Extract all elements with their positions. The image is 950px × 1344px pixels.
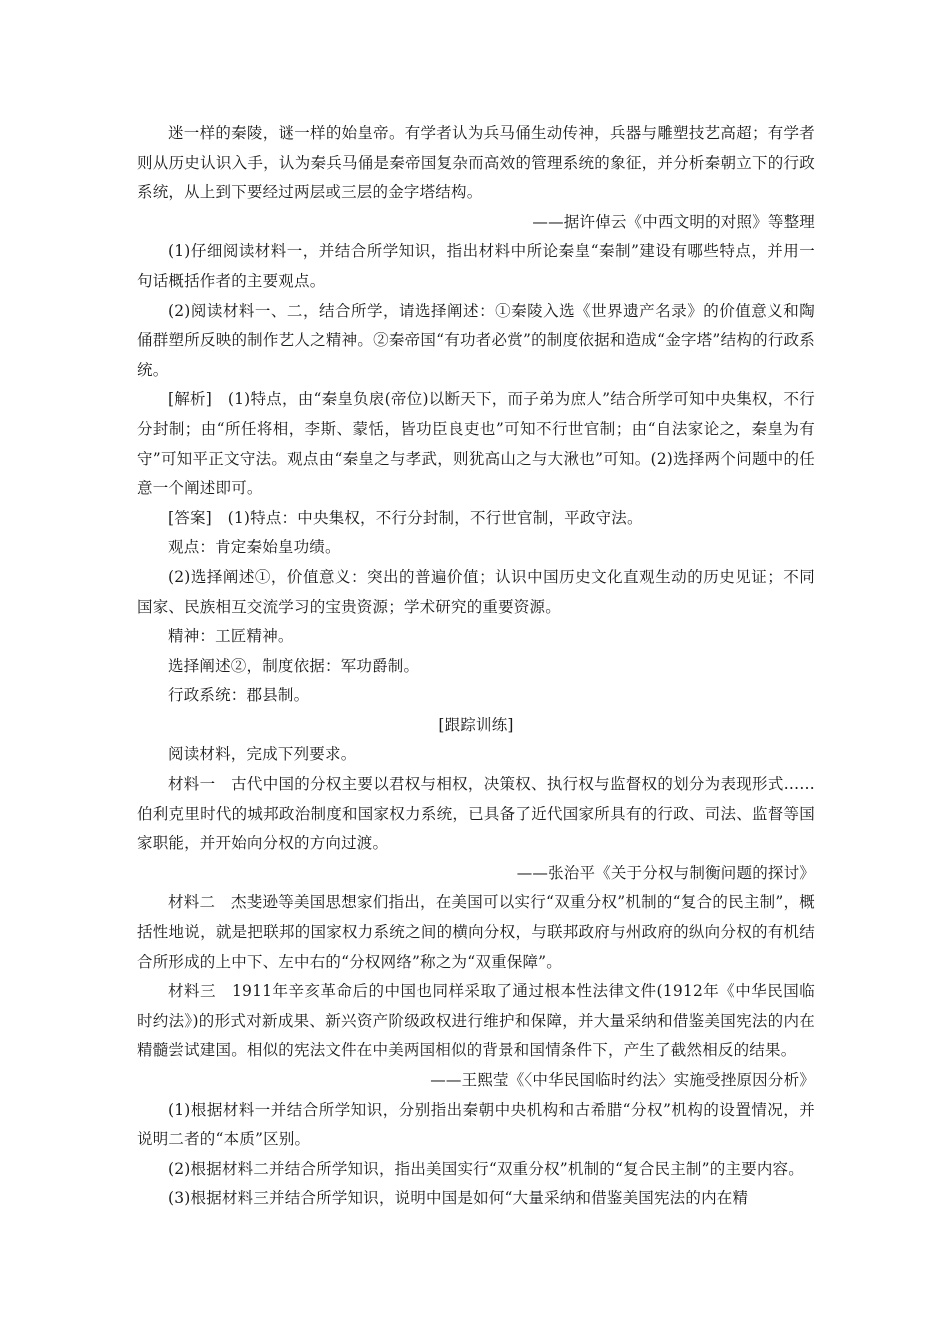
material-two: 材料二 杰斐逊等美国思想家们指出，在美国可以实行“双重分权”机制的“复合的民主制”，概括性地说，就是把联邦的国家权力系统之间的横向分权，与联邦政府与州政府的纵向分权的有机结合所形成的上中下、左中右的“分权网络”称之为“双重保障”。 (137, 893, 815, 971)
question-2: (2)阅读材料一、二，结合所学，请选择阐述：①秦陵入选《世界遗产名录》的价值意义和陶俑群塑所反映的制作艺人之精神。②秦帝国“有功者必赏”的制度依据和造成“金字塔”结构的行政系统。 (137, 301, 815, 379)
material-three: 材料三 1911年辛亥革命后的中国也同样采取了通过根本性法律文件(1912年《中华民国临时约法》)的形式对新成果、新兴资产阶级政权进行维护和保障，并大量采纳和借鉴美国宪法的内在精髓尝试建国。相似的宪法文件在中美两国相似的背景和国情条件下，产生了截然相反的结果。 (137, 982, 815, 1060)
answer-paragraph: [答案] (1)特点：中央集权，不行分封制，不行世官制，平政守法。 (168, 508, 643, 527)
answer-spirit: 精神：工匠精神。 (168, 627, 294, 646)
analysis-paragraph: [解析] (1)特点，由“秦皇负扆(帝位)以断天下，而子弟为庶人”结合所学可知中央集权，不行分封制；由“所任将相，李斯、蒙恬，皆功臣良吏也”可知不行世官制；由“自法家论之，秦皇为有守”可知平正文守法。观点由“秦皇之与孝武，则犹高山之与大湫也”可知。(2)选择两个问题中的任意一个阐述即可。 (137, 390, 815, 498)
training-question-3: (3)根据材料三并结合所学知识，说明中国是如何“大量采纳和借鉴美国宪法的内在精 (168, 1189, 749, 1208)
training-question-2: (2)根据材料二并结合所学知识，指出美国实行“双重分权”机制的“复合民主制”的主要内容。 (168, 1159, 804, 1178)
document-body (137, 119, 815, 1214)
answer-option-2: 选择阐述②，制度依据：军功爵制。 (168, 656, 420, 675)
section-heading: [跟踪训练] (438, 715, 514, 734)
answer-viewpoint: 观点：肯定秦始皇功绩。 (168, 538, 341, 557)
question-1: (1)仔细阅读材料一，并结合所学知识，指出材料中所论秦皇“秦制”建设有哪些特点，并用一句话概括作者的主要观点。 (137, 242, 815, 290)
material-one: 材料一 古代中国的分权主要以君权与相权，决策权、执行权与监督权的划分为表现形式……伯利克里时代的城邦政治制度和国家权力系统，已具备了近代国家所具有的行政、司法、监督等国家职能，并开始向分权的方向过渡。 (137, 775, 815, 853)
answer-admin-system: 行政系统：郡县制。 (168, 686, 310, 705)
source-citation: ——王熙莹《〈中华民国临时约法〉实施受挫原因分析》 (430, 1071, 815, 1089)
instruction-text: 阅读材料，完成下列要求。 (168, 745, 357, 764)
source-citation: ——张治平《关于分权与制衡问题的探讨》 (516, 863, 815, 882)
training-question-1: (1)根据材料一并结合所学知识，分别指出秦朝中央机构和古希腊“分权”机构的设置情况，并说明二者的“本质”区别。 (137, 1100, 815, 1149)
source-citation: ——据许倬云《中西文明的对照》等整理 (532, 212, 815, 231)
material-passage-qin: 迷一样的秦陵，谜一样的始皇帝。有学者认为兵马俑生动传神，兵器与雕塑技艺高超；有学者则从历史认识入手，认为秦兵马俑是秦帝国复杂而高效的管理系统的象征，并分析秦朝立下的行政系统，从上到下要经过两层或三层的金字塔结构。 (137, 124, 815, 202)
answer-option-1: (2)选择阐述①，价值意义：突出的普遍价值；认识中国历史文化直观生动的历史见证；不同国家、民族相互交流学习的宝贵资源；学术研究的重要资源。 (137, 567, 815, 616)
